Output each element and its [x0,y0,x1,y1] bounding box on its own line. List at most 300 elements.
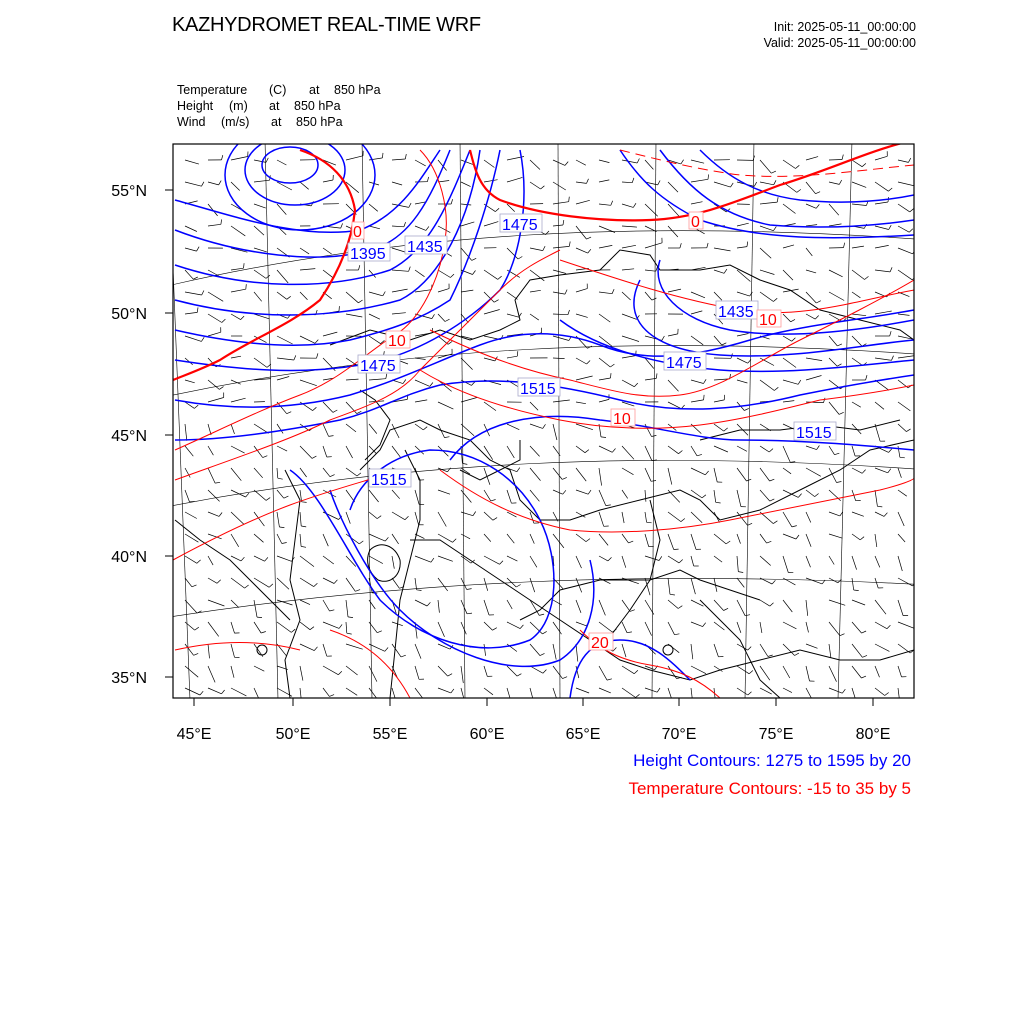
wind-barb-flag [629,541,634,543]
wind-barb [254,160,266,162]
wind-barb [599,378,611,380]
wind-barb [898,666,902,677]
wind-barb-flag [636,694,640,697]
wind-barb-flag [329,436,334,437]
wind-barb [438,578,448,591]
wind-barb [254,446,263,458]
wind-barb [369,379,386,380]
wind-barb [852,270,865,280]
wind-barb-flag [517,468,520,472]
wind-barb-flag [192,585,197,587]
wind-barb [668,182,678,192]
wind-barb [484,578,488,591]
wind-barb [300,182,309,189]
wind-barb [530,424,543,428]
wind-barb [875,202,888,204]
wind-barb [185,534,198,542]
wind-barb [300,578,314,587]
wind-barb [714,424,724,431]
wind-barb-flag [222,319,226,322]
height-label: 1515 [371,472,407,489]
wind-barb-flag [266,158,268,163]
wind-barb-flag [401,655,406,657]
wind-barb [829,182,839,184]
wind-barb-flag [315,340,318,344]
wind-barb [898,688,900,705]
wind-barb-flag [217,580,221,584]
wind-barb [369,424,377,434]
wind-barb-flag [748,647,752,651]
wind-barb [461,222,474,226]
wind-barb [898,226,909,232]
wind-barb [369,226,380,229]
wind-barb [599,578,610,584]
wind-barb [415,644,421,659]
lon-label: 75°E [758,726,794,743]
wind-barb [875,402,884,409]
height-label: 1435 [718,304,754,321]
wind-barb [576,600,581,613]
wind-barb [737,446,747,451]
wind-barb-flag [774,387,778,390]
wind-barb [898,270,912,280]
wind-barb [231,157,248,161]
wind-barb-flag [658,181,660,185]
wind-barb [231,289,246,292]
wind-barb [737,490,741,507]
wind-barb [185,666,198,677]
field-name: Height [177,99,214,113]
wind-barb-flag [569,242,570,247]
wind-barb [300,622,310,630]
wind-barb [645,622,652,636]
wind-barb [530,578,535,592]
wind-barb [415,556,431,562]
wind-barb [438,600,439,613]
wind-barb [461,622,466,634]
wind-barb-flag [670,594,675,595]
wind-barb [254,666,264,671]
wind-barb [208,644,210,658]
wind-barb-flag [840,634,845,636]
wind-barb [231,490,246,497]
wind-barb-flag [430,383,433,387]
wind-barb [415,358,426,360]
wind-barb [622,182,632,183]
wind-barb [254,556,265,561]
wind-barb [369,204,378,211]
wind-barb-flag [861,676,866,678]
wind-barb [392,446,401,458]
wind-barb-flag [816,301,821,303]
wind-barb-flag [405,154,406,159]
wind-barb [461,160,473,164]
wind-barb [645,424,652,437]
wind-barb [392,182,402,185]
wind-barb-flag [790,462,795,463]
wind-barb [323,446,327,457]
wind-barb [392,490,400,499]
wind-barb [507,534,514,543]
wind-barb [553,314,568,315]
wind-barb [438,512,446,527]
wind-barb [461,666,463,683]
wind-barb [461,204,471,205]
wind-barb [875,666,880,677]
wind-barb [323,600,330,611]
wind-barb-flag [675,634,680,635]
wind-barb-flag [587,361,591,365]
wind-barb [369,534,385,541]
init-time: Init: 2025-05-11_00:00:00 [773,20,916,34]
wind-barb [346,292,358,303]
wind-barb [254,534,264,542]
wind-barb-flag [543,670,547,674]
wind-barb-flag [377,516,381,519]
wind-barb [484,160,494,168]
wind-barb [783,666,790,678]
wind-barb [737,334,749,337]
wind-barb-flag [405,516,409,520]
wind-barb-flag [731,183,734,187]
wind-barb-flag [377,631,382,633]
wind-barb-flag [680,243,681,248]
height-label: 1435 [407,239,443,256]
wind-barb [392,534,399,544]
latitude-labels [111,183,147,687]
wind-barb-flag [338,671,342,675]
wind-barb [231,226,245,236]
wind-barb-flag [888,469,891,473]
wind-barb-flag [792,338,796,342]
wind-barb [714,556,722,562]
wind-barb [806,225,817,226]
wind-barb-flag [657,688,660,692]
wind-barb [208,468,215,483]
wind-barb [737,380,747,383]
wind-barb [553,246,569,248]
wind-barb-flag [417,590,422,591]
wind-barb-flag [634,383,638,387]
wind-barb-flag [601,437,606,438]
wind-barb [852,644,862,657]
wind-barb [783,468,791,474]
wind-barb [530,644,540,656]
temperature-label: 10 [613,411,631,428]
wind-barb [438,402,453,409]
wind-barb [208,490,220,501]
wind-barb-flag [773,521,777,524]
wind-barb [553,358,565,359]
wind-barb [530,182,541,189]
field-at: at [271,115,282,129]
wind-barb [898,622,915,628]
wind-barb [392,270,409,271]
wind-barb-flag [705,471,708,475]
page-title: KAZHYDROMET REAL-TIME WRF [172,14,481,36]
wind-barb [553,688,559,704]
wind-barb [829,600,845,605]
wind-barb [760,534,767,543]
wind-barb [622,600,630,611]
wind-barb [760,556,771,566]
wind-barb [829,688,842,693]
wind-barb [691,578,695,594]
wind-barb [185,182,202,186]
wind-barb [783,556,788,573]
wind-barb [185,312,197,314]
wind-barb [599,314,610,322]
wind-barb [530,160,540,170]
wind-barb-flag [738,572,743,573]
wind-barb [829,666,837,682]
wind-barb [645,556,659,561]
wind-barb [185,424,187,441]
wind-barb-flag [473,512,476,516]
wind-barb [691,446,697,456]
wind-barb [737,292,750,296]
wind-barb [622,556,626,568]
wind-barb [300,666,303,681]
wind-barb [231,578,245,588]
wind-barb-flag [702,495,706,498]
wind-barb [438,270,450,278]
wind-barb [852,358,863,366]
field-name: Wind [177,115,206,129]
wind-barb [553,622,562,634]
wind-barb [208,688,222,694]
wind-barb [714,468,717,482]
wind-barb [300,468,307,477]
wind-barb-flag [518,257,522,260]
wind-barb-flag [774,180,776,185]
wind-barb [277,292,287,299]
wind-barb-flag [792,526,797,527]
wind-barb [898,402,910,411]
wind-barb-flag [269,584,273,587]
wind-barb-flag [314,583,318,586]
wind-barb [622,226,637,227]
wind-barb [875,358,892,360]
wind-barb-flag [261,632,266,634]
wind-barb [300,600,310,605]
wind-barb-flag [498,276,502,279]
wind-barb-flag [263,456,268,458]
wind-barb [323,468,330,477]
wind-barb-flag [770,603,774,606]
wind-barb [484,534,491,542]
wind-barb [599,180,609,182]
wind-barb [461,182,471,187]
wind-barb [576,622,586,626]
wind-barb [737,534,741,544]
wind-barb [300,446,312,458]
field-at: at [269,99,280,113]
wind-barb-flag [798,494,801,498]
wind-barb [576,160,586,165]
wind-barb [185,578,192,587]
wind-barb-flag [866,375,867,380]
wind-barb [254,226,264,235]
wind-barb-flag [543,246,545,251]
wind-barb [760,160,771,173]
wind-barb [852,512,864,516]
wind-barb [599,666,607,680]
wind-barb [346,666,358,675]
height-legend: Height Contours: 1275 to 1595 by 20 [633,751,911,770]
wind-barb [668,226,678,237]
wind-barb-flag [773,227,776,231]
wind-barb-flag [246,284,247,289]
wind-barb-flag [612,449,615,453]
height-label: 1515 [520,381,556,398]
wind-barb [392,424,399,438]
wind-barb-flag [798,380,801,384]
wind-barb [231,314,241,320]
wind-barb [346,512,350,524]
wind-barb-flag [611,373,612,378]
wind-barb [185,226,197,232]
wind-barb [576,248,588,253]
wind-barb [346,600,348,617]
wind-barb [438,490,450,494]
wind-barb-flag [839,180,841,184]
wind-barb-flag [201,337,204,341]
wind-barb-flag [844,243,845,248]
wind-barb [622,468,634,475]
wind-barb-flag [301,526,306,527]
wind-barb-flag [543,424,546,428]
wind-barb [323,180,333,182]
wind-barb-flag [862,631,867,633]
wind-barb [806,578,822,584]
lat-label: 40°N [111,549,147,566]
wind-barb [346,156,363,160]
wind-barb-flag [330,475,335,477]
wind-barb-flag [771,171,776,173]
wind-barb [806,644,818,648]
wind-barb [852,160,862,167]
wind-barb-flag [681,160,684,164]
wind-barb [668,556,679,563]
wind-barb-flag [656,373,657,378]
wind-barb [300,688,301,701]
wind-barb [507,688,511,702]
wind-barb [392,578,399,588]
wind-barb-flag [278,478,283,479]
wind-barb [622,446,634,459]
wind-barb-flag [817,446,820,450]
wind-barb [553,270,566,274]
wind-barb [714,336,722,345]
wind-barb-flag [317,353,318,358]
wind-barb [392,159,405,160]
wind-barb [185,556,197,563]
wind-barb-flag [302,502,307,503]
wind-barb [530,534,534,544]
wind-barb-flag [697,454,702,455]
wind-barb [760,248,771,258]
wind-barb [231,556,241,561]
wind-barb [783,512,792,527]
wind-barb [277,490,284,498]
wind-barb-flag [835,453,840,455]
wind-barb [438,666,448,676]
wind-barb [852,534,860,540]
wind-barb [622,688,636,698]
lon-label: 65°E [565,726,601,743]
wind-barb [737,468,747,481]
wind-barb-flag [358,300,362,303]
wind-barb [484,622,493,630]
wind-barb-flag [516,585,520,588]
wind-barb-flag [494,300,498,303]
wind-barb [553,600,562,605]
wind-barb [438,688,451,693]
wind-barb [300,512,301,526]
wind-barb [553,160,565,165]
wind-barb-flag [385,537,388,541]
wind-barb [875,688,885,696]
wind-barb [852,446,855,456]
wind-barb [576,314,588,317]
wind-barb [185,380,195,383]
wind-barb-flag [889,449,892,453]
wind-barb [415,688,423,699]
wind-barb [484,600,489,615]
height-label: 1395 [350,246,386,263]
wind-barb-flag [500,561,503,565]
wind-barb [231,424,235,434]
wind-barb-flag [287,412,292,414]
wind-barb [369,688,379,701]
wind-barb [829,204,839,215]
lat-label: 45°N [111,428,147,445]
wind-barb [254,622,261,633]
height-label: 1475 [360,358,396,375]
temperature-label: 10 [759,312,777,329]
wind-barb [576,534,586,542]
wind-barb [875,600,886,614]
wind-barb [622,314,637,319]
wind-barb-flag [279,527,284,528]
wind-barb [852,182,866,187]
wind-barb [806,600,808,616]
temperature-label: 0 [691,214,700,231]
wind-barb-flag [403,380,406,384]
wind-barb [599,688,611,693]
wind-barb [691,534,696,549]
wind-barb [875,156,887,160]
wind-barb [346,424,356,432]
wind-barb-flag [202,182,204,186]
wind-barb-flag [587,179,589,184]
wind-barb-flag [889,225,892,229]
wind-barb [783,622,796,629]
wind-barb [277,534,282,544]
wind-barb [875,556,880,567]
wind-barb-flag [824,398,826,403]
wind-barb [553,400,570,402]
lon-label: 55°E [372,726,408,743]
wind-barb [691,666,706,674]
wind-barb [760,292,773,302]
wind-barb [599,556,608,561]
wind-barb [438,226,450,233]
wind-barb-flag [767,541,772,543]
wind-barb [507,446,514,458]
wind-barb [645,270,656,271]
